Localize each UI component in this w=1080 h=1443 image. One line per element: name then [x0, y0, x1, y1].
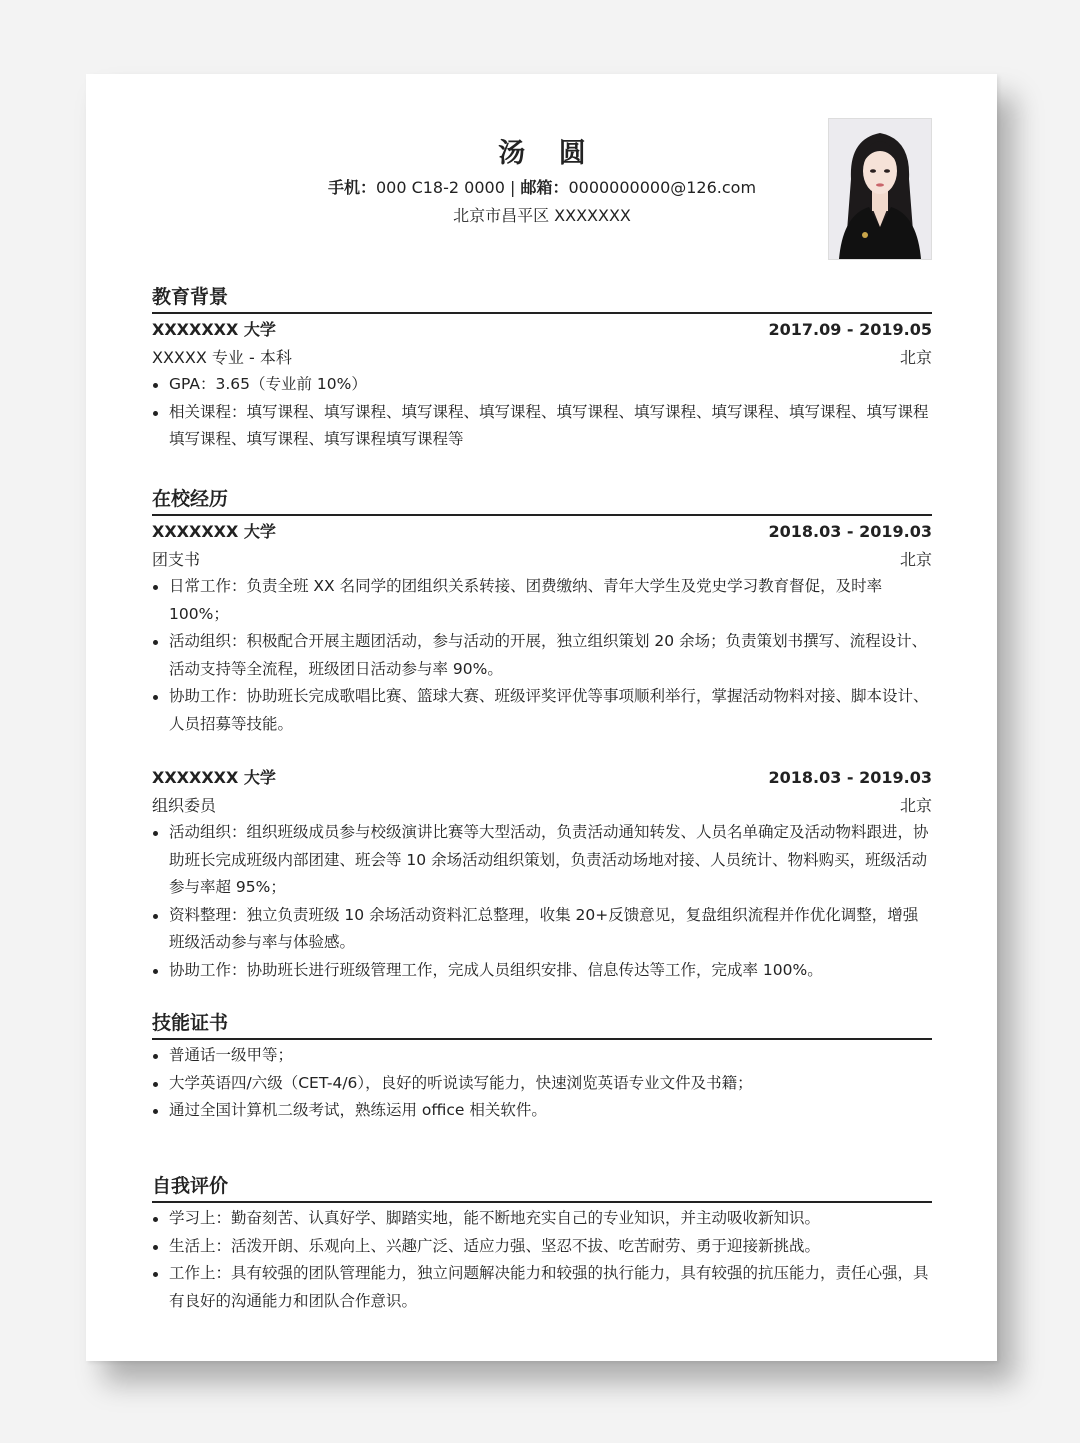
candidate-name: 汤 圆: [498, 138, 598, 169]
list-item: 大学英语四/六级（CET-4/6），良好的听说读写能力，快速浏览英语专业文件及书籍；: [152, 1070, 932, 1098]
list-item: 学习上：勤奋刻苦、认真好学、脚踏实地，能不断地充实自己的专业知识，并主动吸收新知识。: [152, 1205, 932, 1233]
email-value: 0000000000@126.com: [568, 178, 757, 197]
contact-line: [152, 174, 932, 202]
campus-entry-2-role-row: [152, 792, 932, 820]
campus-entry-1-role-row: [152, 546, 932, 574]
section-campus: [152, 484, 932, 984]
list-item: 协助工作：协助班长完成歌唱比赛、篮球大赛、班级评奖评优等事项顺利举行，掌握活动物料对接、脚本设计、人员招募等技能。: [152, 683, 932, 738]
education-major: XXXXX 专业 - 本科: [152, 347, 292, 367]
education-location: 北京: [899, 347, 932, 367]
list-item: 生活上：活泼开朗、乐观向上、兴趣广泛、适应力强、坚忍不拔、吃苦耐劳、勇于迎接新挑战。: [152, 1233, 932, 1261]
campus-entry-1-school: XXXXXXX 大学: [152, 522, 276, 541]
self-evaluation-list: [152, 1205, 932, 1315]
phone-label: 手机：: [327, 178, 376, 197]
campus-entry-1-list: [152, 573, 932, 738]
section-education: [152, 282, 932, 454]
campus-entry-1-role: 团支书: [152, 549, 201, 569]
section-title-campus: 在校经历: [152, 484, 932, 516]
campus-entry-2-school-row: [152, 764, 932, 792]
campus-entry-1-location: 北京: [899, 549, 932, 569]
list-item: 活动组织：积极配合开展主题团活动，参与活动的开展，独立组织策划 20 余场；负责策划书撰写、流程设计、活动支持等全流程，班级团日活动参与率 90%。: [152, 628, 932, 683]
section-self-evaluation: [152, 1171, 932, 1315]
resume-header: [152, 134, 932, 230]
section-title-skills: 技能证书: [152, 1008, 932, 1040]
campus-entry-2-list: [152, 819, 932, 984]
education-school: XXXXXXX 大学: [152, 320, 276, 339]
address: 北京市昌平区 XXXXXXX: [453, 206, 631, 225]
campus-entry-2-role: 组织委员: [152, 795, 217, 815]
section-title-self-evaluation: 自我评价: [152, 1171, 932, 1203]
resume-paper: [86, 74, 997, 1361]
list-item: 普通话一级甲等；: [152, 1042, 932, 1070]
skills-list: [152, 1042, 932, 1125]
campus-entry-2-period: 2018.03 - 2019.03: [768, 768, 932, 787]
phone-value: 000 C18-2 0000 |: [375, 178, 521, 197]
campus-entry-2-school: XXXXXXX 大学: [152, 768, 276, 787]
list-item: 相关课程：填写课程、填写课程、填写课程、填写课程、填写课程、填写课程、填写课程、填写课程、填写课程填写课程、填写课程、填写课程填写课程等: [152, 399, 932, 454]
campus-entry-2-location: 北京: [899, 795, 932, 815]
education-period: 2017.09 - 2019.05: [768, 320, 932, 339]
list-item: GPA：3.65（专业前 10%）: [152, 371, 932, 399]
list-item: 协助工作：协助班长进行班级管理工作，完成人员组织安排、信息传达等工作，完成率 100%。: [152, 957, 932, 985]
list-item: 通过全国计算机二级考试，熟练运用 office 相关软件。: [152, 1097, 932, 1125]
education-school-row: [152, 316, 932, 344]
list-item: 日常工作：负责全班 XX 名同学的团组织关系转接、团费缴纳、青年大学生及党史学习教育督促，及时率 100%；: [152, 573, 932, 628]
education-list: [152, 371, 932, 454]
list-item: 资料整理：独立负责班级 10 余场活动资料汇总整理，收集 20+反馈意见，复盘组织流程并作优化调整，增强班级活动参与率与体验感。: [152, 902, 932, 957]
section-skills: [152, 1008, 932, 1125]
section-title-education: 教育背景: [152, 282, 932, 314]
education-major-row: [152, 344, 932, 372]
list-item: 活动组织：组织班级成员参与校级演讲比赛等大型活动，负责活动通知转发、人员名单确定及活动物料跟进，协助班长完成班级内部团建、班会等 10 余场活动组织策划，负责活动场地对接、人员统计、物料购买，班级活动参与率超 95%；: [152, 819, 932, 902]
email-label: 邮箱：: [520, 178, 569, 197]
campus-entry-1-period: 2018.03 - 2019.03: [768, 522, 932, 541]
campus-entry-1-school-row: [152, 518, 932, 546]
list-item: 工作上：具有较强的团队管理能力，独立问题解决能力和较强的执行能力，具有较强的抗压能力，责任心强，具有良好的沟通能力和团队合作意识。: [152, 1260, 932, 1315]
